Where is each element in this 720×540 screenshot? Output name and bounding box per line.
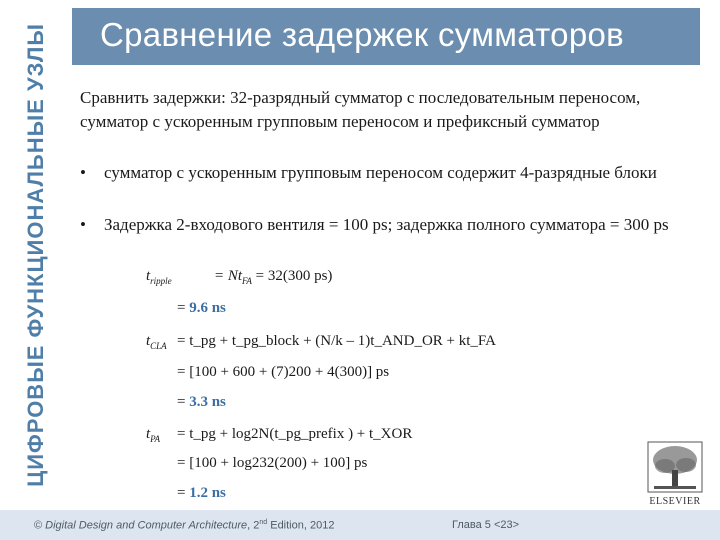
eq-ripple-result: = 9.6 ns	[177, 300, 226, 316]
eq-ripple-formula: = $Nt_{FA} = 32(300$ ps)	[214, 268, 333, 286]
footer	[0, 510, 720, 540]
footer-page-number: Глава 5 <23>	[452, 519, 520, 531]
side-section-title	[0, 0, 72, 510]
elsevier-logo	[640, 440, 710, 508]
eq-pa-formula: = t_pg + log2N(t_pg_prefix ) + t_XOR	[177, 426, 413, 442]
eq-cla-result: = 3.3 ns	[177, 394, 226, 410]
eq-label-ripple: $t_{ripple}$	[146, 268, 172, 286]
bullet-icon: •	[80, 215, 86, 234]
bullet-icon: •	[80, 163, 86, 182]
eq-pa-substitution: = [100 + log232(200) + 100] ps	[177, 455, 368, 471]
bullet-text: сумматор с ускоренным групповым переносом содержит 4-разрядные блоки	[104, 163, 657, 182]
bullet-text: Задержка 2-входового вентиля = 100 ps; задержка полного сумматора = 300 ps	[104, 215, 669, 234]
eq-label-pa: $t_{PA}$	[146, 426, 161, 444]
intro-text: Сравнить задержки: 32-разрядный сумматор с последовательным переносом, сумматор с ускоренным групповым переносом и префиксный сумматор	[80, 88, 641, 131]
side-title-text: ЦИФРОВЫЕ ФУНКЦИОНАЛЬНЫЕ УЗЛЫ	[23, 23, 49, 487]
eq-cla-formula: = t_pg + t_pg_block + (N/k – 1)t_AND_OR + kt_FA	[177, 333, 496, 349]
slide-title: Сравнение задержек сумматоров	[100, 16, 624, 53]
logo-text: ELSEVIER	[649, 496, 701, 507]
eq-pa-result: = 1.2 ns	[177, 485, 226, 501]
footer-copyright: © Digital Design and Computer Architecture, 2nd Edition, 2012	[34, 519, 335, 532]
eq-cla-substitution: = [100 + 600 + (7)200 + 4(300)] ps	[177, 364, 390, 380]
title-bar	[72, 8, 700, 65]
eq-label-cla: $t_{CLA}$	[146, 333, 167, 351]
